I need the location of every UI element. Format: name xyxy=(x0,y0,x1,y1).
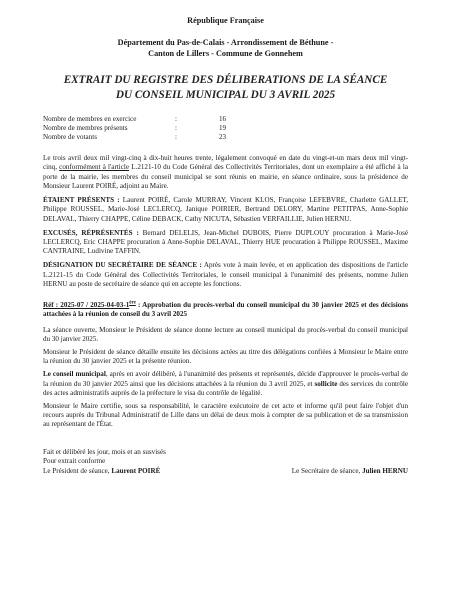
signature-block xyxy=(43,448,408,477)
reference-heading xyxy=(43,301,408,319)
reference-label: Réf : 2025-07 / 2025-04-03-1 xyxy=(43,301,130,310)
count-row xyxy=(43,133,249,142)
secretary-signature xyxy=(292,467,408,477)
reference-sup: ère xyxy=(129,300,136,306)
decision-paragraph xyxy=(43,370,408,398)
count-colon: : xyxy=(175,123,177,132)
enforceability-paragraph: Monsieur le Maire certifie, sous sa responsabilité, le caractère exécutoire de cet acte et informe qu'il peut faire l'objet d'un recours auprès du Tribunal Administratif de Lille dans un délai de deux mois à compter de sa publication et de sa transmission au représentant de l'État. xyxy=(43,402,408,429)
count-label: Nombre de membres présents xyxy=(43,123,128,132)
count-colon: : xyxy=(175,114,177,123)
intro-text-1: Le trois avril deux mil vingt-cinq à dix-huit heures trente, légalement convoqué en date du vingt-et-un mars deux mil vingt-cinq, xyxy=(43,154,408,172)
president-signature xyxy=(43,467,160,477)
count-row xyxy=(43,124,249,133)
count-label: Nombre de membres en exercice xyxy=(43,114,137,123)
intro-underlined: conformément à l'article xyxy=(59,163,130,172)
count-value: 16 xyxy=(219,114,227,123)
count-value: 23 xyxy=(219,133,227,141)
count-row xyxy=(43,115,249,124)
body-paragraph-1: La séance ouverte, Monsieur le Président de séance donne lecture au conseil municipal du procès-verbal du conseil municipal du 30 janvier 2025. xyxy=(43,325,408,343)
decision-text-1: , après en avoir délibéré, à l'unanimité des présents et représentés, décide d'approuver le procès-verbal de la réunion du 30 janvier 2025 ainsi que les décisions attachées à la réunion du 3 avril 2025, et xyxy=(43,370,408,388)
body-paragraph-2: Monsieur le Président de séance détaille ensuite les décisions actées au titre des délégations confiées à Monsieur le Maire entre la réunion du 30 janvier 2025 et la présente réunion. xyxy=(43,347,408,366)
secretary-label: DÉSIGNATION DU SECRÉTAIRE DE SÉANCE : xyxy=(43,261,202,270)
president-name: Laurent POIRÉ xyxy=(111,466,161,475)
excuses-label: EXCUSÉS, RÉPRÉSENTÉS : xyxy=(43,228,139,237)
secretary-name: Julien HERNU xyxy=(362,466,408,475)
presents-label: ÉTAIENT PRÉSENTS : xyxy=(43,196,120,205)
title-line-2: DU CONSEIL MUNICIPAL DU 3 AVRIL 2025 xyxy=(115,88,336,101)
decision-text-2: des services du contrôle des actes administratifs auprès de la préfecture le visa du contrôle de légalité. xyxy=(43,379,409,397)
signatures-row xyxy=(43,467,408,477)
true-extract-line: Pour extrait conforme xyxy=(43,457,106,466)
reference-title: : Approbation du procès-verbal du conseil municipal du 30 janvier 2025 et des décisions attachées à la réunion de conseil du 3 avril 2025 xyxy=(43,301,408,319)
document-title xyxy=(43,73,408,103)
president-prefix: Le Président de séance, xyxy=(43,466,112,475)
presents-paragraph xyxy=(43,196,408,224)
count-colon: : xyxy=(175,133,177,141)
republic-heading: République Française xyxy=(187,16,264,25)
done-line: Fait et délibéré les jour, mois et an susvisés xyxy=(43,447,166,456)
count-value: 19 xyxy=(219,123,227,132)
presents-list: Laurent POIRÉ, Carole MURRAY, Vincent KLOS, Françoise LEFEBVRE, Charlette GALLET, Philippe ROUSSEL, Marie-José LECLERCQ, Janique POIRIER, Bertrand DELORY, Martine PETITPAS, Anne-Sophie DELAVAL, Thierry CHAPPE, Céline DEBACK, Cathy NICUTA, Sébastien VERFAILLIE, Julien HERNU. xyxy=(43,196,408,223)
department-heading xyxy=(43,37,408,59)
title-line-1: EXTRAIT DU REGISTRE DES DÉLIBERATIONS DE LA SÉANCE xyxy=(63,73,388,86)
excuses-list: Bernard DELELIS, Jean-Michel DUBOIS, Pierre DUPLOUY procuration à Marie-José LECLERCQ, Eric CHAPPE procuration à Anne-Sophie DELAVAL, Thierry HUE procuration à Philippe ROUSSEL, Maxime CANTRAINE, Ludivine TAFFIN. xyxy=(43,228,409,256)
count-label: Nombre de votants xyxy=(43,133,97,141)
member-counts-table xyxy=(43,115,249,143)
decision-subject: Le conseil municipal xyxy=(43,370,106,379)
secretary-paragraph xyxy=(43,261,408,289)
department-line-1: Département du Pas-de-Calais - Arrondissement de Béthune - xyxy=(117,37,334,47)
decision-verb: sollicite xyxy=(314,379,338,388)
secretary-prefix: Le Secrétaire de séance, xyxy=(291,466,363,475)
intro-paragraph xyxy=(43,154,408,191)
secretary-text: Après vote à main levée, et en application des dispositions de l'article L.2121-15 du Code Général des Collectivités Territoriales, le conseil municipal à l'unanimité des présents, nomme Julien HERNU au poste de secrétaire de séance qui en accepte les fonctions. xyxy=(43,261,408,288)
excuses-paragraph xyxy=(43,229,408,257)
department-line-2: Canton de Lillers - Commune de Gonnehem xyxy=(148,48,303,58)
intro-text-2: L.2121-10 du Code Général des Collectivités Territoriales, dont un exemplaire a été affiché à la porte de la mairie, les membres du conseil municipal se sont réunis en mairie, en séance ordinaire, sous la présidence de Monsieur Laurent POIRÉ, adjoint au Maire. xyxy=(43,163,408,190)
